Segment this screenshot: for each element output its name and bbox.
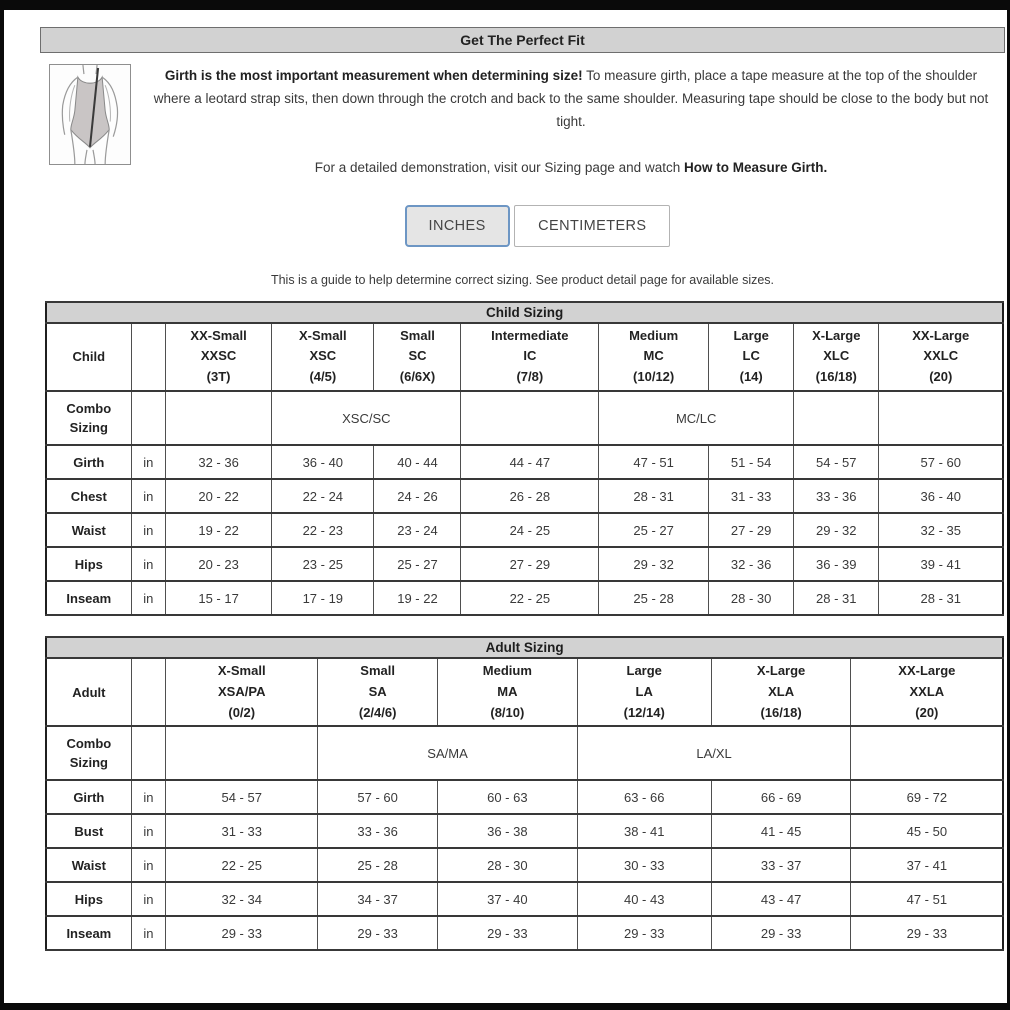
size-value-cell: 36 - 40 <box>272 445 374 479</box>
measurement-row-label: Hips <box>46 882 131 916</box>
size-value-cell: 32 - 35 <box>879 513 1003 547</box>
size-column-code: XXLA <box>909 683 945 699</box>
size-column-name: X-Large <box>756 663 806 679</box>
combo-group-cell: XSC/SC <box>272 391 461 445</box>
combo-group-cell: SA/MA <box>318 726 577 780</box>
unit-column-header <box>131 658 165 726</box>
measurement-row <box>46 513 1003 547</box>
combo-group-cell <box>851 726 1003 780</box>
size-value-cell: 45 - 50 <box>851 814 1003 848</box>
size-column-code: SC <box>408 348 427 364</box>
unit-cell: in <box>131 882 165 916</box>
size-column-name: XX-Large <box>898 663 956 679</box>
size-column-name: XX-Small <box>190 327 247 343</box>
size-value-cell: 54 - 57 <box>166 780 318 814</box>
measurement-row <box>46 780 1003 814</box>
size-value-cell: 57 - 60 <box>879 445 1003 479</box>
measurement-row-label: Chest <box>46 479 131 513</box>
size-value-cell: 25 - 28 <box>599 581 709 615</box>
size-value-cell: 57 - 60 <box>318 780 438 814</box>
measurement-row <box>46 916 1003 950</box>
size-value-cell: 32 - 34 <box>166 882 318 916</box>
size-value-cell: 32 - 36 <box>166 445 272 479</box>
leotard-figure-icon <box>50 65 130 164</box>
size-column-sizes: (8/10) <box>490 704 525 720</box>
size-value-cell: 22 - 23 <box>272 513 374 547</box>
combo-group-cell <box>461 391 599 445</box>
girth-instructions-bold: Girth is the most important measurement when determining size! <box>164 68 583 83</box>
size-value-cell: 44 - 47 <box>461 445 599 479</box>
combo-group-cell <box>794 391 879 445</box>
size-column-name: Large <box>626 663 662 679</box>
size-column-code: XLC <box>823 348 850 364</box>
unit-cell: in <box>131 513 165 547</box>
size-value-cell: 28 - 31 <box>794 581 879 615</box>
size-value-cell: 31 - 33 <box>166 814 318 848</box>
size-column-sizes: (20) <box>915 704 939 720</box>
size-value-cell: 28 - 31 <box>599 479 709 513</box>
size-column-header <box>166 658 318 726</box>
size-value-cell: 22 - 24 <box>272 479 374 513</box>
size-value-cell: 43 - 47 <box>711 882 851 916</box>
size-column-header <box>879 323 1003 391</box>
size-value-cell: 33 - 37 <box>711 848 851 882</box>
size-column-name: Large <box>733 327 769 343</box>
size-column-sizes: (3T) <box>206 369 231 385</box>
unit-cell: in <box>131 581 165 615</box>
unit-cell: in <box>131 479 165 513</box>
size-column-name: Intermediate <box>491 327 569 343</box>
size-value-cell: 25 - 27 <box>374 547 461 581</box>
size-column-code: XSA/PA <box>218 683 266 699</box>
combo-group-cell <box>166 391 272 445</box>
size-value-cell: 29 - 33 <box>577 916 711 950</box>
size-value-cell: 32 - 36 <box>709 547 794 581</box>
girth-instructions <box>145 64 997 134</box>
size-value-cell: 54 - 57 <box>794 445 879 479</box>
measurement-row <box>46 547 1003 581</box>
size-column-sizes: (20) <box>929 369 953 385</box>
guide-note: This is a guide to help determine correct sizing. See product detail page for available sizes. <box>270 272 775 287</box>
combo-group-cell <box>166 726 318 780</box>
size-column-code: MA <box>497 683 518 699</box>
size-column-sizes: (2/4/6) <box>358 704 397 720</box>
size-value-cell: 33 - 36 <box>794 479 879 513</box>
size-value-cell: 47 - 51 <box>851 882 1003 916</box>
corner-header: Adult <box>46 658 131 726</box>
demo-line-bold: How to Measure Girth. <box>683 159 828 175</box>
size-value-cell: 28 - 30 <box>437 848 577 882</box>
size-value-cell: 15 - 17 <box>166 581 272 615</box>
size-column-header <box>711 658 851 726</box>
table-title: Child Sizing <box>46 302 1003 323</box>
unit-cell: in <box>131 848 165 882</box>
combo-sizing-label: Combo Sizing <box>46 391 131 445</box>
size-value-cell: 24 - 26 <box>374 479 461 513</box>
size-value-cell: 37 - 40 <box>437 882 577 916</box>
size-value-cell: 19 - 22 <box>374 581 461 615</box>
size-value-cell: 29 - 33 <box>166 916 318 950</box>
size-column-header <box>461 323 599 391</box>
combo-group-cell: MC/LC <box>599 391 794 445</box>
size-column-code: SA <box>368 683 387 699</box>
size-value-cell: 29 - 33 <box>318 916 438 950</box>
unit-column-header <box>131 323 165 391</box>
table-title: Adult Sizing <box>46 637 1003 658</box>
size-column-header <box>166 323 272 391</box>
size-value-cell: 47 - 51 <box>599 445 709 479</box>
size-value-cell: 66 - 69 <box>711 780 851 814</box>
size-value-cell: 22 - 25 <box>461 581 599 615</box>
size-value-cell: 41 - 45 <box>711 814 851 848</box>
size-column-header <box>437 658 577 726</box>
measurement-row <box>46 882 1003 916</box>
page-title: Get The Perfect Fit <box>40 27 1005 53</box>
demo-line-text: For a detailed demonstration, visit our Sizing page and watch <box>314 159 684 175</box>
size-value-cell: 20 - 22 <box>166 479 272 513</box>
size-value-cell: 19 - 22 <box>166 513 272 547</box>
size-column-name: XX-Large <box>912 327 970 343</box>
size-value-cell: 17 - 19 <box>272 581 374 615</box>
size-column-sizes: (10/12) <box>633 369 675 385</box>
size-column-sizes: (6/6X) <box>399 369 436 385</box>
size-column-name: X-Small <box>298 327 347 343</box>
size-column-code: XXSC <box>200 348 237 364</box>
measurement-row-label: Inseam <box>46 581 131 615</box>
unit-cell: in <box>131 814 165 848</box>
size-value-cell: 23 - 24 <box>374 513 461 547</box>
size-column-name: Small <box>360 663 395 679</box>
unit-cell-empty <box>131 391 165 445</box>
size-value-cell: 39 - 41 <box>879 547 1003 581</box>
measurement-row <box>46 848 1003 882</box>
measurement-row-label: Girth <box>46 780 131 814</box>
size-value-cell: 37 - 41 <box>851 848 1003 882</box>
child-sizing-table <box>45 301 1004 616</box>
centimeters-button[interactable]: CENTIMETERS <box>514 205 670 247</box>
size-value-cell: 23 - 25 <box>272 547 374 581</box>
measurement-row <box>46 445 1003 479</box>
size-value-cell: 34 - 37 <box>318 882 438 916</box>
size-value-cell: 29 - 32 <box>794 513 879 547</box>
size-column-sizes: (14) <box>739 369 763 385</box>
size-column-code: XSC <box>309 348 337 364</box>
size-value-cell: 30 - 33 <box>577 848 711 882</box>
table-header-row <box>46 658 1003 726</box>
size-column-code: XXLC <box>923 348 959 364</box>
unit-cell: in <box>131 445 165 479</box>
size-value-cell: 28 - 30 <box>709 581 794 615</box>
size-column-sizes: (7/8) <box>516 369 544 385</box>
girth-illustration <box>49 64 131 165</box>
size-value-cell: 33 - 36 <box>318 814 438 848</box>
size-value-cell: 63 - 66 <box>577 780 711 814</box>
size-column-sizes: (4/5) <box>309 369 337 385</box>
size-value-cell: 40 - 43 <box>577 882 711 916</box>
intro-section <box>40 64 1005 175</box>
size-column-name: X-Small <box>217 663 266 679</box>
size-column-sizes: (16/18) <box>815 369 857 385</box>
unit-cell: in <box>131 780 165 814</box>
measurement-row-label: Waist <box>46 513 131 547</box>
adult-sizing-table <box>45 636 1004 951</box>
size-value-cell: 28 - 31 <box>879 581 1003 615</box>
measurement-row-label: Bust <box>46 814 131 848</box>
inches-button[interactable]: INCHES <box>405 205 510 247</box>
size-column-header <box>794 323 879 391</box>
size-column-header <box>709 323 794 391</box>
units-toggle <box>40 205 1005 247</box>
size-column-header <box>577 658 711 726</box>
size-value-cell: 40 - 44 <box>374 445 461 479</box>
combo-sizing-row <box>46 391 1003 445</box>
size-column-sizes: (12/14) <box>623 704 665 720</box>
size-column-code: MC <box>643 348 664 364</box>
table-title-row <box>46 637 1003 658</box>
size-column-name: Medium <box>629 327 679 343</box>
unit-cell: in <box>131 916 165 950</box>
combo-sizing-label: Combo Sizing <box>46 726 131 780</box>
combo-sizing-row <box>46 726 1003 780</box>
size-value-cell: 36 - 38 <box>437 814 577 848</box>
size-value-cell: 29 - 33 <box>437 916 577 950</box>
measurement-row <box>46 479 1003 513</box>
size-value-cell: 24 - 25 <box>461 513 599 547</box>
size-column-code: LA <box>635 683 653 699</box>
size-value-cell: 60 - 63 <box>437 780 577 814</box>
size-value-cell: 29 - 33 <box>711 916 851 950</box>
size-value-cell: 25 - 27 <box>599 513 709 547</box>
size-value-cell: 27 - 29 <box>461 547 599 581</box>
size-value-cell: 36 - 39 <box>794 547 879 581</box>
size-column-sizes: (0/2) <box>228 704 256 720</box>
size-value-cell: 26 - 28 <box>461 479 599 513</box>
size-value-cell: 29 - 32 <box>599 547 709 581</box>
size-value-cell: 25 - 28 <box>318 848 438 882</box>
table-header-row <box>46 323 1003 391</box>
size-column-code: IC <box>523 348 537 364</box>
size-value-cell: 29 - 33 <box>851 916 1003 950</box>
unit-cell: in <box>131 547 165 581</box>
demo-line <box>145 160 997 175</box>
size-value-cell: 69 - 72 <box>851 780 1003 814</box>
measurement-row <box>46 814 1003 848</box>
size-column-name: X-Large <box>812 327 861 343</box>
measurement-row-label: Hips <box>46 547 131 581</box>
size-column-header <box>851 658 1003 726</box>
size-column-name: Small <box>400 327 435 343</box>
size-value-cell: 51 - 54 <box>709 445 794 479</box>
table-title-row <box>46 302 1003 323</box>
corner-header: Child <box>46 323 131 391</box>
measurement-row-label: Girth <box>46 445 131 479</box>
size-value-cell: 20 - 23 <box>166 547 272 581</box>
measurement-row-label: Inseam <box>46 916 131 950</box>
unit-cell-empty <box>131 726 165 780</box>
content-area <box>40 64 1005 951</box>
size-guide-page <box>4 10 1007 1003</box>
size-column-code: XLA <box>768 683 795 699</box>
size-column-name: Medium <box>482 663 532 679</box>
size-column-header <box>599 323 709 391</box>
size-value-cell: 38 - 41 <box>577 814 711 848</box>
combo-group-cell <box>879 391 1003 445</box>
size-column-code: LC <box>742 348 760 364</box>
size-value-cell: 31 - 33 <box>709 479 794 513</box>
measurement-row-label: Waist <box>46 848 131 882</box>
girth-instructions-rest: To measure girth, place a tape measure at the top of the shoulder where a leotard strap sits, then down through the crotch and back to the same shoulder. Measuring tape should be close to the body but not tight. <box>153 68 989 130</box>
size-column-header <box>318 658 438 726</box>
size-value-cell: 27 - 29 <box>709 513 794 547</box>
intro-text-column <box>131 64 1005 175</box>
size-column-header <box>272 323 374 391</box>
measurement-row <box>46 581 1003 615</box>
size-value-cell: 36 - 40 <box>879 479 1003 513</box>
size-column-header <box>374 323 461 391</box>
size-column-sizes: (16/18) <box>760 704 802 720</box>
size-value-cell: 22 - 25 <box>166 848 318 882</box>
combo-group-cell: LA/XL <box>577 726 851 780</box>
